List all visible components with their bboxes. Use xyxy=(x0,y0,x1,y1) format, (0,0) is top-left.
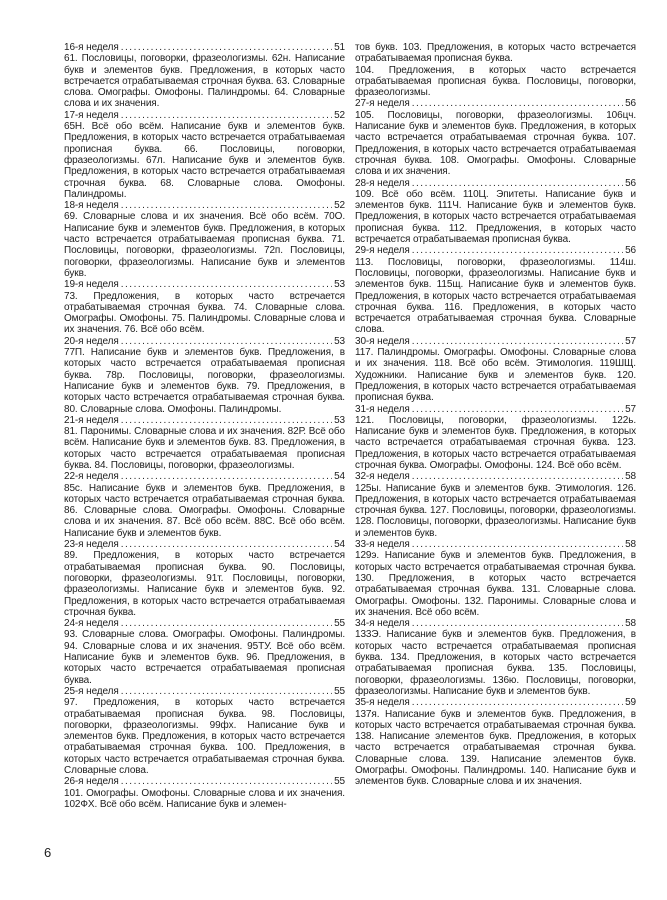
dot-leader xyxy=(412,404,623,415)
toc-entry-body: 117. Палиндромы. Омографы. Омофоны. Словарные слова и их значения. 118. Всё обо всём. Этимология. 119ШЩ. Художники. Написание букв и элементов букв. 120. Предложения, в которых часто встречается отрабатываемая прописная буква. xyxy=(355,347,636,404)
toc-week-title: 28-я неделя xyxy=(355,177,410,189)
toc-week-heading xyxy=(64,279,345,290)
toc-week-heading xyxy=(355,245,636,256)
toc-week-title: 22-я неделя xyxy=(64,471,119,483)
toc-page-ref: 53 xyxy=(334,279,345,291)
toc-week-heading xyxy=(355,336,636,347)
toc-week-heading xyxy=(355,471,636,482)
toc-week-title: 33-я неделя xyxy=(355,539,410,551)
toc-week-heading xyxy=(355,539,636,550)
toc-page-ref: 55 xyxy=(334,685,345,697)
toc-page-ref: 56 xyxy=(625,177,636,189)
toc-week-title: 31-я неделя xyxy=(355,403,410,415)
toc-week-heading xyxy=(64,42,345,53)
toc-page-ref: 52 xyxy=(334,200,345,212)
toc-week-title: 32-я неделя xyxy=(355,471,410,483)
toc-week-heading xyxy=(64,200,345,211)
toc-entry-body: 93. Словарные слова. Омографы. Омофоны. Палиндромы. 94. Словарные слова и их значения. 95ТУ. Всё обо всём. Написание букв и элементов букв. 96. Предложения, в которых часто встречается отрабатываемая прописная буква. xyxy=(64,629,345,686)
toc-week-heading xyxy=(64,618,345,629)
toc-entry-body: 113. Пословицы, поговорки, фразеологизмы. 114ш. Пословицы, поговорки, фразеологизмы. Написание букв и элементов букв. 115щ. Написание букв и элементов букв. Предложения, в которых часто встречается отрабатываемая строчная буква. 116. Предложения, в которых часто встречается отрабатываемая строчная буква. Словарные слова. xyxy=(355,256,636,336)
toc-week-title: 19-я неделя xyxy=(64,279,119,291)
toc-entry-body: 129э. Написание букв и элементов букв. Предложения, в которых часто встречается отрабатываемая строчная буква. 130. Предложения, в которых часто встречается отрабатываемая строчная буква. 131. Словарные слова. Омографы. Омофоны. 132. Паронимы. Словарные слова и их значения. Всё обо всём. xyxy=(355,550,636,618)
dot-leader xyxy=(121,539,332,550)
dot-leader xyxy=(412,98,623,109)
toc-entry-body: 97. Предложения, в которых часто встречается отрабатываемая прописная буква. 98. Пословицы, поговорки, фразеологизмы. 99фх. Написание букв и элементов букв. Предложения, в которых часто встречается отрабатываемая строчная буква. 100. Предложения, в которых часто встречается отрабатываемая строчная буква. Словарные слова. xyxy=(64,697,345,776)
dot-leader xyxy=(121,110,332,121)
toc-week-title: 26-я неделя xyxy=(64,776,119,788)
toc-page-ref: 52 xyxy=(334,109,345,121)
toc-page-ref: 59 xyxy=(625,697,636,709)
dot-leader xyxy=(121,776,332,787)
toc-week-heading xyxy=(64,110,345,121)
toc-week-heading xyxy=(64,686,345,697)
dot-leader xyxy=(412,697,623,708)
toc-page-ref: 58 xyxy=(625,618,636,630)
toc-week-title: 21-я неделя xyxy=(64,414,119,426)
toc-week-heading xyxy=(64,336,345,347)
page-number: 6 xyxy=(44,845,52,860)
dot-leader xyxy=(412,336,623,347)
toc-entry-body: 121. Пословицы, поговорки, фразеологизмы. 122ь. Написание букв и элементов букв. Предложения, в которых часто встречается отрабатываемая строчная буква. 123. Предложения, в которых часто встречается отрабатываемая строчная буква. Омографы. Омофоны. 124. Всё обо всём. xyxy=(355,414,636,471)
toc-week-title: 24-я неделя xyxy=(64,618,119,630)
toc-week-heading xyxy=(355,178,636,189)
toc-page-ref: 58 xyxy=(625,539,636,551)
toc-week-title: 27-я неделя xyxy=(355,98,410,110)
toc-week-title: 18-я неделя xyxy=(64,200,119,212)
toc-column-left xyxy=(64,42,345,810)
toc-entry-body: 105. Пословицы, поговорки, фразеологизмы. 106цч. Написание букв и элементов букв. Предложения, в которых часто встречается отрабатываемая строчная буква. 107. Предложения, в которых часто встречается отрабатываемая строчная буква. 108. Омографы. Омофоны. Словарные слова и их значения. xyxy=(355,109,636,178)
dot-leader xyxy=(121,686,332,697)
dot-leader xyxy=(412,539,623,550)
toc-page-ref: 54 xyxy=(334,471,345,483)
toc-week-heading xyxy=(64,471,345,482)
toc-entry-body: 85с. Написание букв и элементов букв. Предложения, в которых часто встречается отрабатываемая строчная буква. 86. Словарные слова. Омографы. Омофоны. Словарные слова и их значения. 87. Всё обо всём. 88С. Всё обо всём. Написание букв и элементов букв. xyxy=(64,482,345,539)
toc-page-ref: 56 xyxy=(625,98,636,110)
toc-week-title: 17-я неделя xyxy=(64,109,119,121)
dot-leader xyxy=(412,471,623,482)
dot-leader xyxy=(121,336,332,347)
toc-week-title: 23-я неделя xyxy=(64,539,119,551)
toc-week-heading xyxy=(64,415,345,426)
toc-week-heading xyxy=(355,98,636,109)
dot-leader xyxy=(121,618,332,629)
toc-entry-body: 101. Омографы. Омофоны. Словарные слова и их значения. 102ФХ. Всё обо всём. Написание букв и элемен- xyxy=(64,787,345,810)
toc-entry-body: 125ы. Написание букв и элементов букв. Этимология. 126. Предложения, в которых часто встречается отрабатываемая строчная буква. 127. Пословицы, поговорки, фразеологизмы. 128. Пословицы, поговорки, фразеологизмы. Написание букв и элементов букв. xyxy=(355,482,636,539)
dot-leader xyxy=(412,178,623,189)
toc-entry-body: 81. Паронимы. Словарные слова и их значения. 82Р. Всё обо всём. Написание букв и элементов букв. 83. Предложения, в которых часто встречается отрабатываемая прописная буква. 84. Пословицы, поговорки, фразеологизмы. xyxy=(64,426,345,471)
toc-entry-body: 65Н. Всё обо всём. Написание букв и элементов букв. Предложения, в которых часто встречается отрабатываемая прописная буква. 66. Пословицы, поговорки, фразеологизмы. 67л. Написание букв и элементов букв. Предложения, в которых часто встречается отрабатываемая строчная буква. 68. Словарные слова. Омофоны. Палиндромы. xyxy=(64,121,345,200)
toc-page-ref: 53 xyxy=(334,414,345,426)
toc-entry-body: 69. Словарные слова и их значения. Всё обо всём. 70О. Написание букв и элементов букв. Предложения, в которых часто встречается отрабатываемая прописная буква. 71. Пословицы, поговорки, фразеологизмы. 72п. Пословицы, поговорки, фразеологизмы. Написание букв и элементов букв. xyxy=(64,211,345,279)
toc-entry-body: 61. Пословицы, поговорки, фразеологизмы. 62н. Написание букв и элементов букв. Предложения, в которых часто встречается отрабатываемая строчная буква. 63. Словарные слова. Омографы. Омофоны. Палиндромы. 64. Словарные слова и их значения. xyxy=(64,53,345,110)
toc-week-heading xyxy=(355,618,636,629)
toc-page-ref: 51 xyxy=(334,42,345,53)
dot-leader xyxy=(412,245,623,256)
toc-entry-body: 104. Предложения, в которых часто встречается отрабатываемая прописная буква. Пословицы, поговорки, фразеологизмы. xyxy=(355,64,636,99)
dot-leader xyxy=(412,618,623,629)
toc-week-title: 34-я неделя xyxy=(355,618,410,630)
toc-entry-body: 137я. Написание букв и элементов букв. Предложения, в которых часто встречается отрабатываемая строчная буква. 138. Написание элементов букв. Предложения, в которых часто встречается отрабатываемая строчная буква. Словарные слова. 139. Написание элементов букв. Омографы. Омофоны. Палиндромы. 140. Написание букв и элементов букв. Словарные слова и их значения. xyxy=(355,708,636,788)
toc-week-title: 20-я неделя xyxy=(64,335,119,347)
toc-entry-body: 133Э. Написание букв и элементов букв. Предложения, в которых часто встречается отрабатываемая прописная буква. 134. Предложения, в которых часто встречается отрабатываемая прописная буква. 135. Пословицы, поговорки, фразеологизмы. 136ю. Пословицы, поговорки, фразеологизмы. Написание букв и элементов букв. xyxy=(355,629,636,697)
toc-entry-body: 77П. Написание букв и элементов букв. Предложения, в которых часто встречается отрабатываемая прописная буква. 78р. Пословицы, поговорки, фразеологизмы. Написание букв и элементов букв. 79. Предложения, в которых часто встречается отрабатываемая строчная буква. 80. Словарные слова. Омофоны. Палиндромы. xyxy=(64,347,345,415)
toc-week-title: 35-я неделя xyxy=(355,697,410,709)
dot-leader xyxy=(121,471,332,482)
toc-page-ref: 54 xyxy=(334,539,345,551)
toc-page-ref: 57 xyxy=(625,403,636,415)
toc-week-title: 30-я неделя xyxy=(355,335,410,347)
toc-columns xyxy=(64,42,636,810)
toc-column-right xyxy=(355,42,636,810)
dot-leader xyxy=(121,279,332,290)
toc-page-ref: 53 xyxy=(334,335,345,347)
toc-page-ref: 55 xyxy=(334,776,345,788)
toc-entry-body: тов букв. 103. Предложения, в которых часто встречается отрабатываемая прописная буква. xyxy=(355,42,636,65)
toc-entry-body: 109. Всё обо всём. 110Ц. Эпитеты. Написание букв и элементов букв. 111Ч. Написание букв и элементов букв. Предложения, в которых часто встречается отрабатываемая прописная буква. 112. Предложения, в которых часто встречается отрабатываемая прописная буква. xyxy=(355,188,636,246)
toc-page-ref: 57 xyxy=(625,335,636,347)
toc-entry-body: 89. Предложения, в которых часто встречается отрабатываемая прописная буква. 90. Пословицы, поговорки, фразеологизмы. 91т. Пословицы, поговорки, фразеологизмы. Написание букв и элементов букв. 92. Предложения, в которых часто встречается отрабатываемая строчная буква. xyxy=(64,550,345,618)
toc-week-heading xyxy=(64,539,345,550)
toc-week-heading xyxy=(355,404,636,415)
toc-page-ref: 55 xyxy=(334,618,345,630)
toc-entry-body: 73. Предложения, в которых часто встречается отрабатываемая строчная буква. 74. Словарные слова. Омографы. Омофоны. 75. Палиндромы. Словарные слова и их значения. 76. Всё обо всём. xyxy=(64,290,345,336)
toc-week-heading xyxy=(355,697,636,708)
dot-leader xyxy=(121,200,332,211)
toc-week-heading xyxy=(64,776,345,787)
dot-leader xyxy=(121,42,332,53)
toc-week-title: 16-я неделя xyxy=(64,42,119,53)
toc-page-ref: 56 xyxy=(625,245,636,257)
toc-week-title: 29-я неделя xyxy=(355,245,410,257)
dot-leader xyxy=(121,415,332,426)
toc-page-ref: 58 xyxy=(625,471,636,483)
toc-week-title: 25-я неделя xyxy=(64,685,119,697)
